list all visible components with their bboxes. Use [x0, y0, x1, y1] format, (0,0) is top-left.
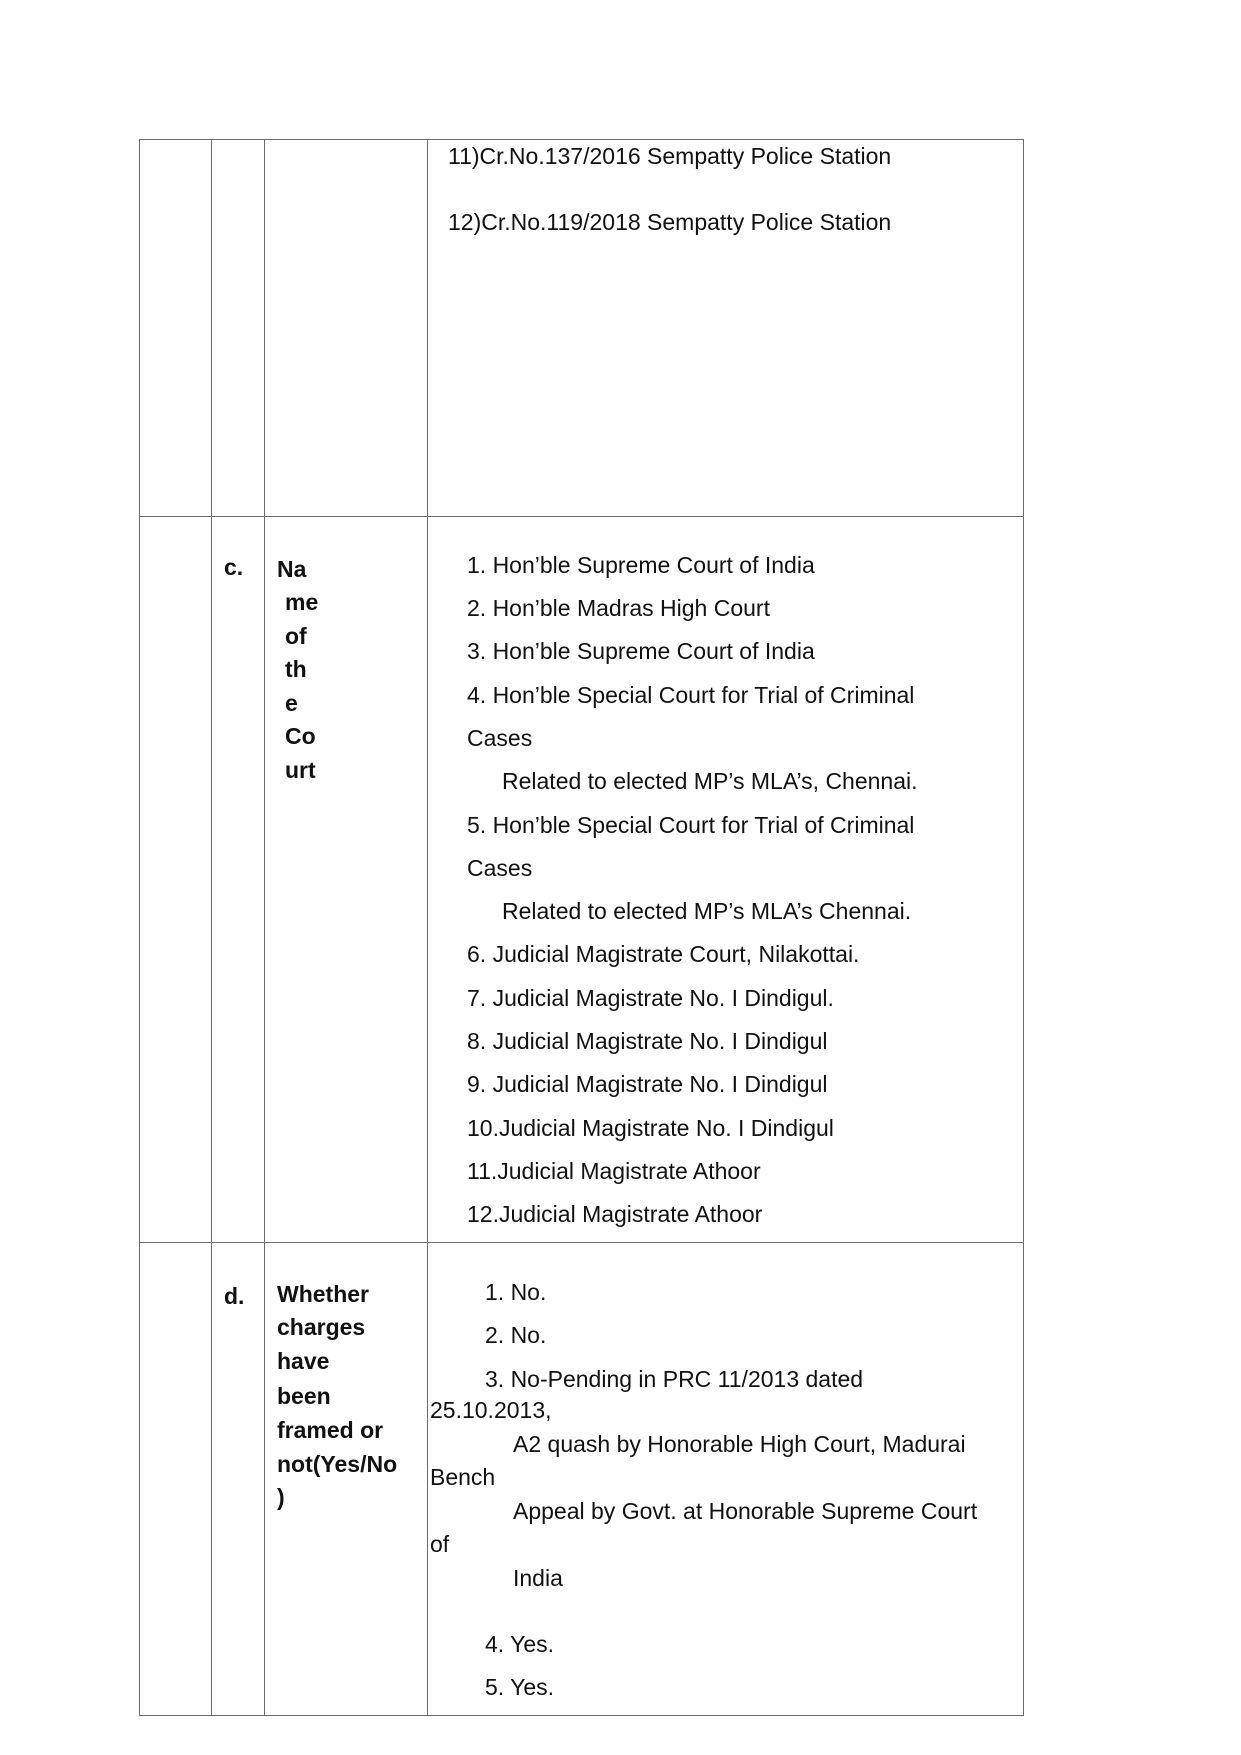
court-entry: 1. Hon’ble Supreme Court of India [467, 552, 815, 578]
charge-entry: 25.10.2013, [430, 1397, 552, 1423]
court-entry: 2. Hon’ble Madras High Court [467, 595, 770, 621]
court-entry: Related to elected MP’s MLA’s, Chennai. [502, 768, 918, 794]
charge-entry: India [513, 1565, 563, 1591]
column-divider [211, 517, 212, 1242]
court-entry: 11.Judicial Magistrate Athoor [467, 1158, 761, 1184]
charge-entry: Bench [430, 1464, 496, 1490]
column-divider [264, 517, 265, 1242]
charge-entry: A2 quash by Honorable High Court, Madurai [513, 1431, 966, 1457]
row-heading-line: Co [285, 723, 316, 749]
column-divider [211, 1243, 212, 1715]
row-heading-line: have [277, 1348, 330, 1374]
column-divider [264, 1243, 265, 1715]
row-heading-line: charges [277, 1314, 366, 1340]
column-divider [211, 140, 212, 516]
row-heading-line: Na [277, 556, 307, 582]
column-divider [427, 1243, 428, 1715]
charge-entry: 3. No-Pending in PRC 11/2013 dated [485, 1366, 864, 1392]
court-entry: 8. Judicial Magistrate No. I Dindigul [467, 1028, 828, 1054]
charge-entry: 4. Yes. [485, 1631, 555, 1657]
row-heading-line: of [285, 623, 307, 649]
court-entry: 6. Judicial Magistrate Court, Nilakottai. [467, 941, 860, 967]
case-entry: 11)Cr.No.137/2016 Sempatty Police Station [448, 143, 892, 169]
charge-entry: 2. No. [485, 1322, 547, 1348]
row-heading-line: me [285, 589, 319, 615]
table-row-charges-framed [139, 1242, 1024, 1716]
charge-entry: 5. Yes. [485, 1674, 555, 1700]
court-entry: 5. Hon’ble Special Court for Trial of Criminal [467, 812, 915, 838]
row-label: d. [224, 1283, 245, 1309]
row-heading-line: th [285, 656, 307, 682]
row-heading-line: ) [277, 1484, 285, 1510]
row-heading-line: e [285, 690, 298, 716]
court-entry: Cases [467, 855, 533, 881]
charge-entry: of [430, 1531, 450, 1557]
row-heading-line: not(Yes/No [277, 1451, 398, 1477]
table-row-cases-continued [139, 139, 1024, 517]
row-heading-line: been [277, 1383, 331, 1409]
row-heading-line: framed or [277, 1417, 384, 1443]
row-label: c. [224, 554, 244, 580]
row-heading-line: Whether [277, 1281, 369, 1307]
row-heading-line: urt [285, 757, 316, 783]
column-divider [427, 517, 428, 1242]
court-entry: Cases [467, 725, 533, 751]
charge-entry: Appeal by Govt. at Honorable Supreme Court [513, 1498, 978, 1524]
column-divider [264, 140, 265, 516]
court-entry: 3. Hon’ble Supreme Court of India [467, 638, 815, 664]
court-entry: 7. Judicial Magistrate No. I Dindigul. [467, 985, 834, 1011]
charge-entry: 1. No. [485, 1279, 547, 1305]
court-entry: 10.Judicial Magistrate No. I Dindigul [467, 1115, 834, 1141]
court-entry: 9. Judicial Magistrate No. I Dindigul [467, 1071, 828, 1097]
court-entry: Related to elected MP’s MLA’s Chennai. [502, 898, 912, 924]
court-entry: 4. Hon’ble Special Court for Trial of Criminal [467, 682, 915, 708]
court-entry: 12.Judicial Magistrate Athoor [467, 1201, 763, 1227]
column-divider [427, 140, 428, 516]
case-entry: 12)Cr.No.119/2018 Sempatty Police Station [448, 209, 892, 235]
